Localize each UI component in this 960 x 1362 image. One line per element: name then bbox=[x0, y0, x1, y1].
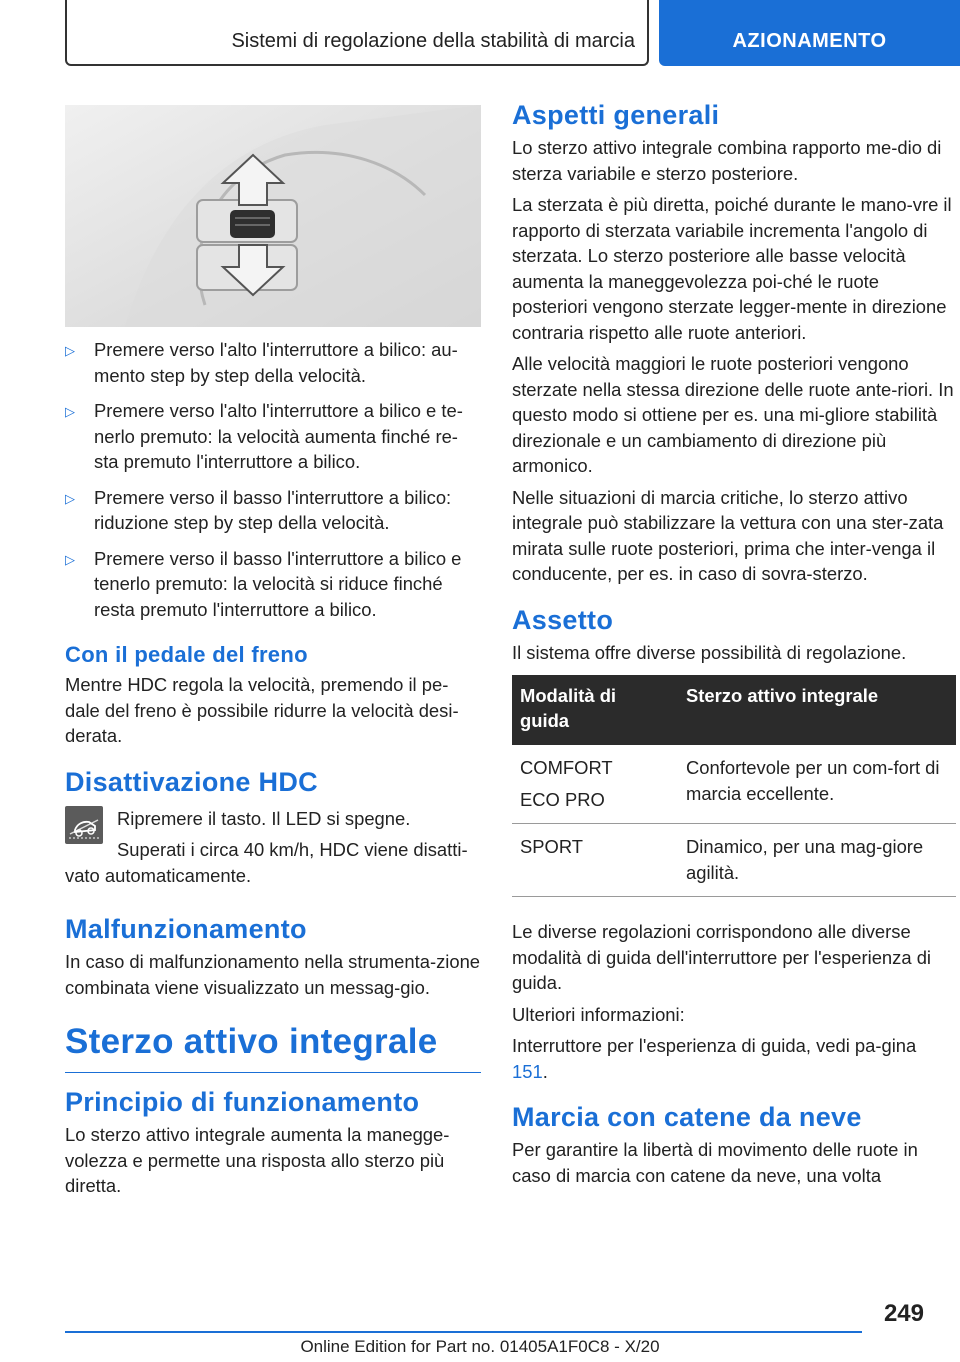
hdc-button-icon bbox=[65, 806, 103, 844]
brake-pedal-text: Mentre HDC regola la velocità, premendo il pe‐dale del freno è possibile ridurre la velocità desi‐derata. bbox=[65, 674, 459, 746]
steering-wheel-rocker-switch-figure bbox=[65, 105, 481, 327]
hdc-auto-deactivation-text: Superati i circa 40 km/h, HDC viene disatti‐vato automaticamente. bbox=[65, 839, 468, 886]
malfunction-text: In caso di malfunzionamento nella strumenta‐zione combinata viene visualizzato un messag‐gio. bbox=[65, 951, 481, 998]
table-cell-description: Dinamico, per una mag‐giore agilità. bbox=[678, 824, 956, 897]
table-row bbox=[512, 824, 956, 897]
heading-operating-principle: Principio di funzionamento bbox=[65, 1087, 420, 1117]
general-paragraph: Lo sterzo attivo integrale combina rapporto me‐dio di sterza variabile e sterzo posteriore. bbox=[512, 137, 942, 184]
table-header-row bbox=[512, 675, 956, 745]
table-header-driving-mode: Modalità di guida bbox=[512, 675, 678, 745]
table-row bbox=[512, 745, 956, 824]
table-cell-description: Confortevole per un com‐fort di marcia eccellente. bbox=[678, 745, 956, 824]
operating-principle-text: Lo sterzo attivo integrale aumenta la manegge‐volezza e permette una risposta allo sterzo più diretta. bbox=[65, 1124, 450, 1196]
hdc-deactivation-step: Ripremere il tasto. Il LED si spegne. bbox=[117, 807, 411, 829]
list-item: ▷ Premere verso l'alto l'interruttore a bilico e te‐nerlo premuto: la velocità aumenta finché re‐sta premuto l'interruttore a bilico. bbox=[65, 400, 463, 472]
section-tab-label: AZIONAMENTO bbox=[732, 30, 887, 52]
page-reference-link[interactable]: 151 bbox=[512, 1060, 543, 1082]
hdc-deactivation-block bbox=[65, 806, 481, 832]
heading-malfunction: Malfunzionamento bbox=[65, 914, 307, 944]
heading-general-aspects: Aspetti generali bbox=[512, 100, 720, 130]
heading-integral-active-steering: Sterzo attivo integrale bbox=[65, 1022, 481, 1073]
heading-brake-pedal: Con il pedale del freno bbox=[65, 642, 308, 667]
list-item: ▷ Premere verso il basso l'interruttore a bilico: riduzione step by step della velocità. bbox=[65, 486, 452, 533]
header-title: Sistemi di regolazione della stabilità di marcia bbox=[231, 30, 635, 52]
table-cell-mode bbox=[512, 745, 678, 824]
list-item: ▷ Premere verso il basso l'interruttore a bilico e tenerlo premuto: la velocità si riduce finché resta premuto l'interruttore a bilico. bbox=[65, 547, 462, 620]
modes-explanation: Le diverse regolazioni corrispondono alle diverse modalità di guida dell'interruttore per l'esperienza di guida. bbox=[512, 921, 932, 993]
general-paragraph: Alle velocità maggiori le ruote posteriori vengono sterzate nella stessa direzione delle ruote ante‐riori. In questo modo si ottiene per es. una mi‐gliore stabilità direzionale e un cambiamento di direzione più armonico. bbox=[512, 353, 954, 476]
heading-setup: Assetto bbox=[512, 604, 614, 635]
page-number: 249 bbox=[883, 1300, 924, 1327]
header-title-box bbox=[65, 0, 649, 66]
heading-snow-chains: Marcia con catene da neve bbox=[512, 1102, 862, 1132]
triangle-bullet-icon: ▷ bbox=[65, 551, 75, 567]
mode-eco-pro: ECO PRO bbox=[520, 789, 605, 810]
footer-divider bbox=[65, 1331, 862, 1333]
table-cell-mode: SPORT bbox=[512, 824, 678, 897]
general-paragraph: La sterzata è più diretta, poiché durante le mano‐vre il rapporto di sterzata variabile incrementa l'angolo di sterzata. Lo sterzo posteriore alle basse velocità aumenta la maneggevolezza poi‐ché le ruote posteriori vengono sterzate legger‐mente in direzione contraria rispetto alle ruote anteriori. bbox=[512, 194, 952, 343]
spacer bbox=[512, 897, 956, 919]
mode-comfort: COMFORT bbox=[520, 757, 613, 778]
rocker-switch-illustration bbox=[65, 105, 481, 327]
heading-hdc-deactivation: Disattivazione HDC bbox=[65, 766, 318, 797]
footer-edition: Online Edition for Part no. 01405A1F0C8 - X/20 bbox=[300, 1337, 660, 1356]
table-header-steering: Sterzo attivo integrale bbox=[678, 675, 956, 745]
right-column bbox=[512, 100, 956, 1194]
rocker-switch-instructions bbox=[65, 337, 481, 622]
left-column bbox=[65, 105, 481, 1205]
list-item: ▷ Premere verso l'alto l'interruttore a bilico: au‐mento step by step della velocità. bbox=[65, 339, 458, 386]
setup-text: Il sistema offre diverse possibilità di regolazione. bbox=[512, 641, 907, 663]
section-tab bbox=[659, 0, 960, 66]
triangle-bullet-icon: ▷ bbox=[65, 404, 75, 419]
snow-chains-text: Per garantire la libertà di movimento delle ruote in caso di marcia con catene da neve, una volta bbox=[512, 1139, 918, 1186]
cross-reference: Interruttore per l'esperienza di guida, vedi pa‐gina 151. bbox=[512, 1035, 917, 1082]
triangle-bullet-icon: ▷ bbox=[65, 490, 75, 506]
page-header bbox=[0, 0, 960, 66]
triangle-bullet-icon: ▷ bbox=[65, 343, 75, 358]
general-paragraph: Nelle situazioni di marcia critiche, lo sterzo attivo integrale può stabilizzare la vettura con una ster‐zata mirata sulle ruote posteriori, prima che inter‐venga il conducente, per es. in caso di sovra‐sterzo. bbox=[512, 486, 944, 584]
more-info-label: Ulteriori informazioni: bbox=[512, 1003, 685, 1025]
driving-modes-table bbox=[512, 675, 956, 897]
